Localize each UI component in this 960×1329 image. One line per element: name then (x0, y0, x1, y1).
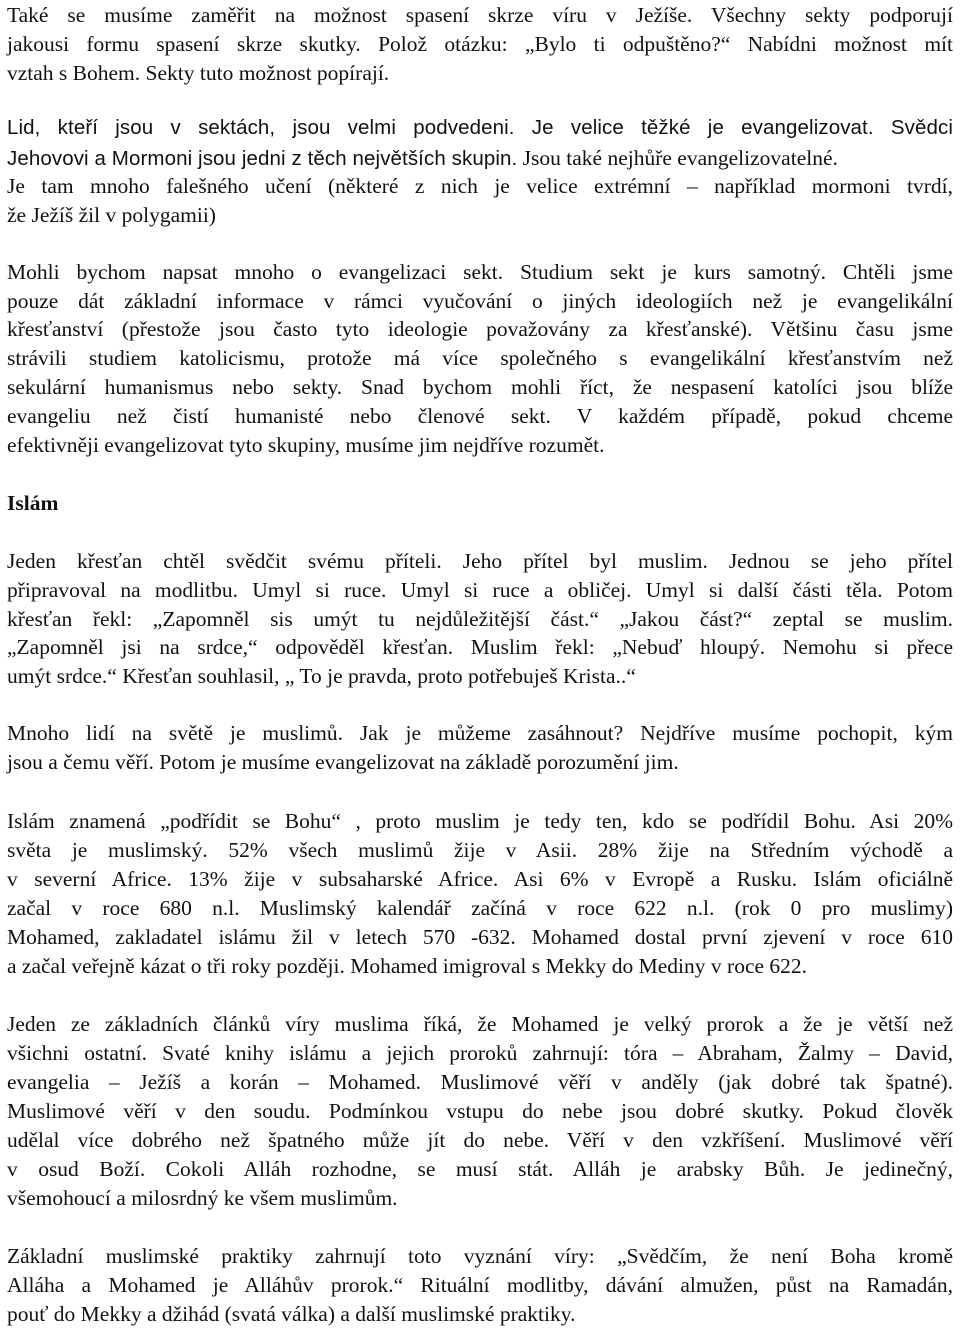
paragraph-line: v severní Africe. 13% žije v subsaharské Africe. Asi 6% v Evropě a Rusku. Islám oficiálně (7, 867, 953, 891)
paragraph-line: evangeliu než čistí humanisté nebo členové sekt. V každém případě, pokud chceme (7, 404, 953, 428)
paragraph-line: a začal veřejně kázat o tři roky později. Mohamed imigroval s Mekky do Mediny v roce 622. (7, 954, 808, 978)
paragraph-line: Islám znamená „podřídit se Bohu“ , proto muslim je tedy ten, kdo se podřídil Bohu. Asi 20% (7, 809, 953, 833)
paragraph-line: Mohli bychom napsat mnoho o evangelizaci sekt. Studium sekt je kurs samotný. Chtěli jsme (7, 260, 953, 284)
paragraph-line: sekulární humanismus nebo sekty. Snad bychom mohli říct, že nespasení katolíci jsou blíže (7, 375, 953, 399)
paragraph-line: jsou a čemu věří. Potom je musíme evangelizovat na základě porozumění jim. (7, 750, 679, 774)
section-heading: Islám (7, 491, 59, 515)
paragraph-line: umýt srdce.“ Křesťan souhlasil, „ To je pravda, proto potřebuješ Krista..“ (7, 664, 636, 688)
paragraph-line: Také se musíme zaměřit na možnost spasení skrze víru v Ježíše. Všechny sekty podporují (7, 3, 953, 27)
paragraph-line: Alláha a Mohamed je Alláhův prorok.“ Rituální modlitby, dávání almužen, půst na Ramadán, (7, 1273, 953, 1297)
paragraph-line: začal v roce 680 n.l. Muslimský kalendář začíná v roce 622 n.l. (rok 0 pro muslimy) (7, 896, 953, 920)
paragraph-line: jakousi formu spasení skrze skutky. Polož otázku: „Bylo ti odpuštěno?“ Nabídni možnost mít (7, 32, 953, 56)
paragraph-line: efektivněji evangelizovat tyto skupiny, musíme jim nejdříve rozumět. (7, 433, 605, 457)
paragraph-line: Muslimové věří v den soudu. Podmínkou vstupu do nebe jsou dobré skutky. Pokud člověk (7, 1099, 953, 1123)
paragraph-line: Lid, kteří jsou v sektách, jsou velmi podvedeni. Je velice těžké je evangelizovat. Svědci (7, 116, 953, 139)
paragraph-line: Základní muslimské praktiky zahrnují toto vyznání víry: „Svědčím, že není Boha kromě (7, 1244, 953, 1268)
paragraph-line-mixed (7, 145, 838, 172)
paragraph-line: vztah s Bohem. Sekty tuto možnost popírají. (7, 61, 390, 85)
paragraph-line: strávili studiem katolicismu, protože má více společného s evangelikální křesťanstvím než (7, 346, 953, 370)
paragraph-line: připravoval na modlitbu. Umyl si ruce. Umyl si ruce a obličej. Umyl si další části těla. Potom (7, 578, 953, 602)
paragraph-line: v osud Boží. Cokoli Alláh rozhodne, se musí stát. Alláh je arabsky Bůh. Je jedinečný, (7, 1157, 953, 1181)
paragraph-line: Mnoho lidí na světě je muslimů. Jak je můžeme zasáhnout? Nejdříve musíme pochopit, kým (7, 721, 953, 745)
paragraph-line: Mohamed, zakladatel islámu žil v letech 570 -632. Mohamed dostal první zjevení v roce 610 (7, 925, 953, 949)
paragraph-line: pouze dát základní informace v rámci vyučování o jiných ideologiích než je evangelikální (7, 289, 953, 313)
paragraph-line: Je tam mnoho falešného učení (některé z nich je velice extrémní – například mormoni tvrdí, (7, 174, 953, 198)
paragraph-line: světa je muslimský. 52% všech muslimů žije v Asii. 28% žije na Středním východě a (7, 838, 953, 862)
paragraph-line: Jeden křesťan chtěl svědčit svému příteli. Jeho přítel byl muslim. Jednou se jeho přítel (7, 549, 953, 573)
paragraph-line: udělal více dobrého než špatného může jít do nebe. Věří v den vzkříšení. Muslimové věří (7, 1128, 953, 1152)
paragraph-line: „Zapomněl jsi na srdce,“ odpověděl křesťan. Muslim řekl: „Nebuď hloupý. Nemohu si přece (7, 635, 953, 659)
paragraph-line: všichni ostatní. Svaté knihy islámu a jejich proroků zahrnují: tóra – Abraham, Žalmy – David, (7, 1041, 953, 1065)
paragraph-line: pouť do Mekky a džihád (svatá válka) a další muslimské praktiky. (7, 1302, 576, 1326)
paragraph-line: křesťanství (přestože jsou často tyto ideologie považovány za křesťanské). Většinu času jsme (7, 317, 953, 341)
paragraph-line: evangelia – Ježíš a korán – Mohamed. Muslimové věří v anděly (jak dobré tak špatné). (7, 1070, 953, 1094)
paragraph-line: všemohoucí a milosrdný ke všem muslimům. (7, 1186, 398, 1210)
paragraph-segment: Jehovovi a Mormoni jsou jedni z těch největších skupin. (7, 147, 518, 170)
paragraph-line: Jeden ze základních článků víry muslima říká, že Mohamed je velký prorok a že je větší než (7, 1012, 953, 1036)
paragraph-segment: Jsou také nejhůře evangelizovatelné. (517, 146, 838, 170)
paragraph-line: že Ježíš žil v polygamii) (7, 203, 216, 227)
paragraph-line: křesťan řekl: „Zapomněl sis umýt tu nejdůležitější část.“ „Jakou část?“ zeptal se muslim. (7, 607, 953, 631)
